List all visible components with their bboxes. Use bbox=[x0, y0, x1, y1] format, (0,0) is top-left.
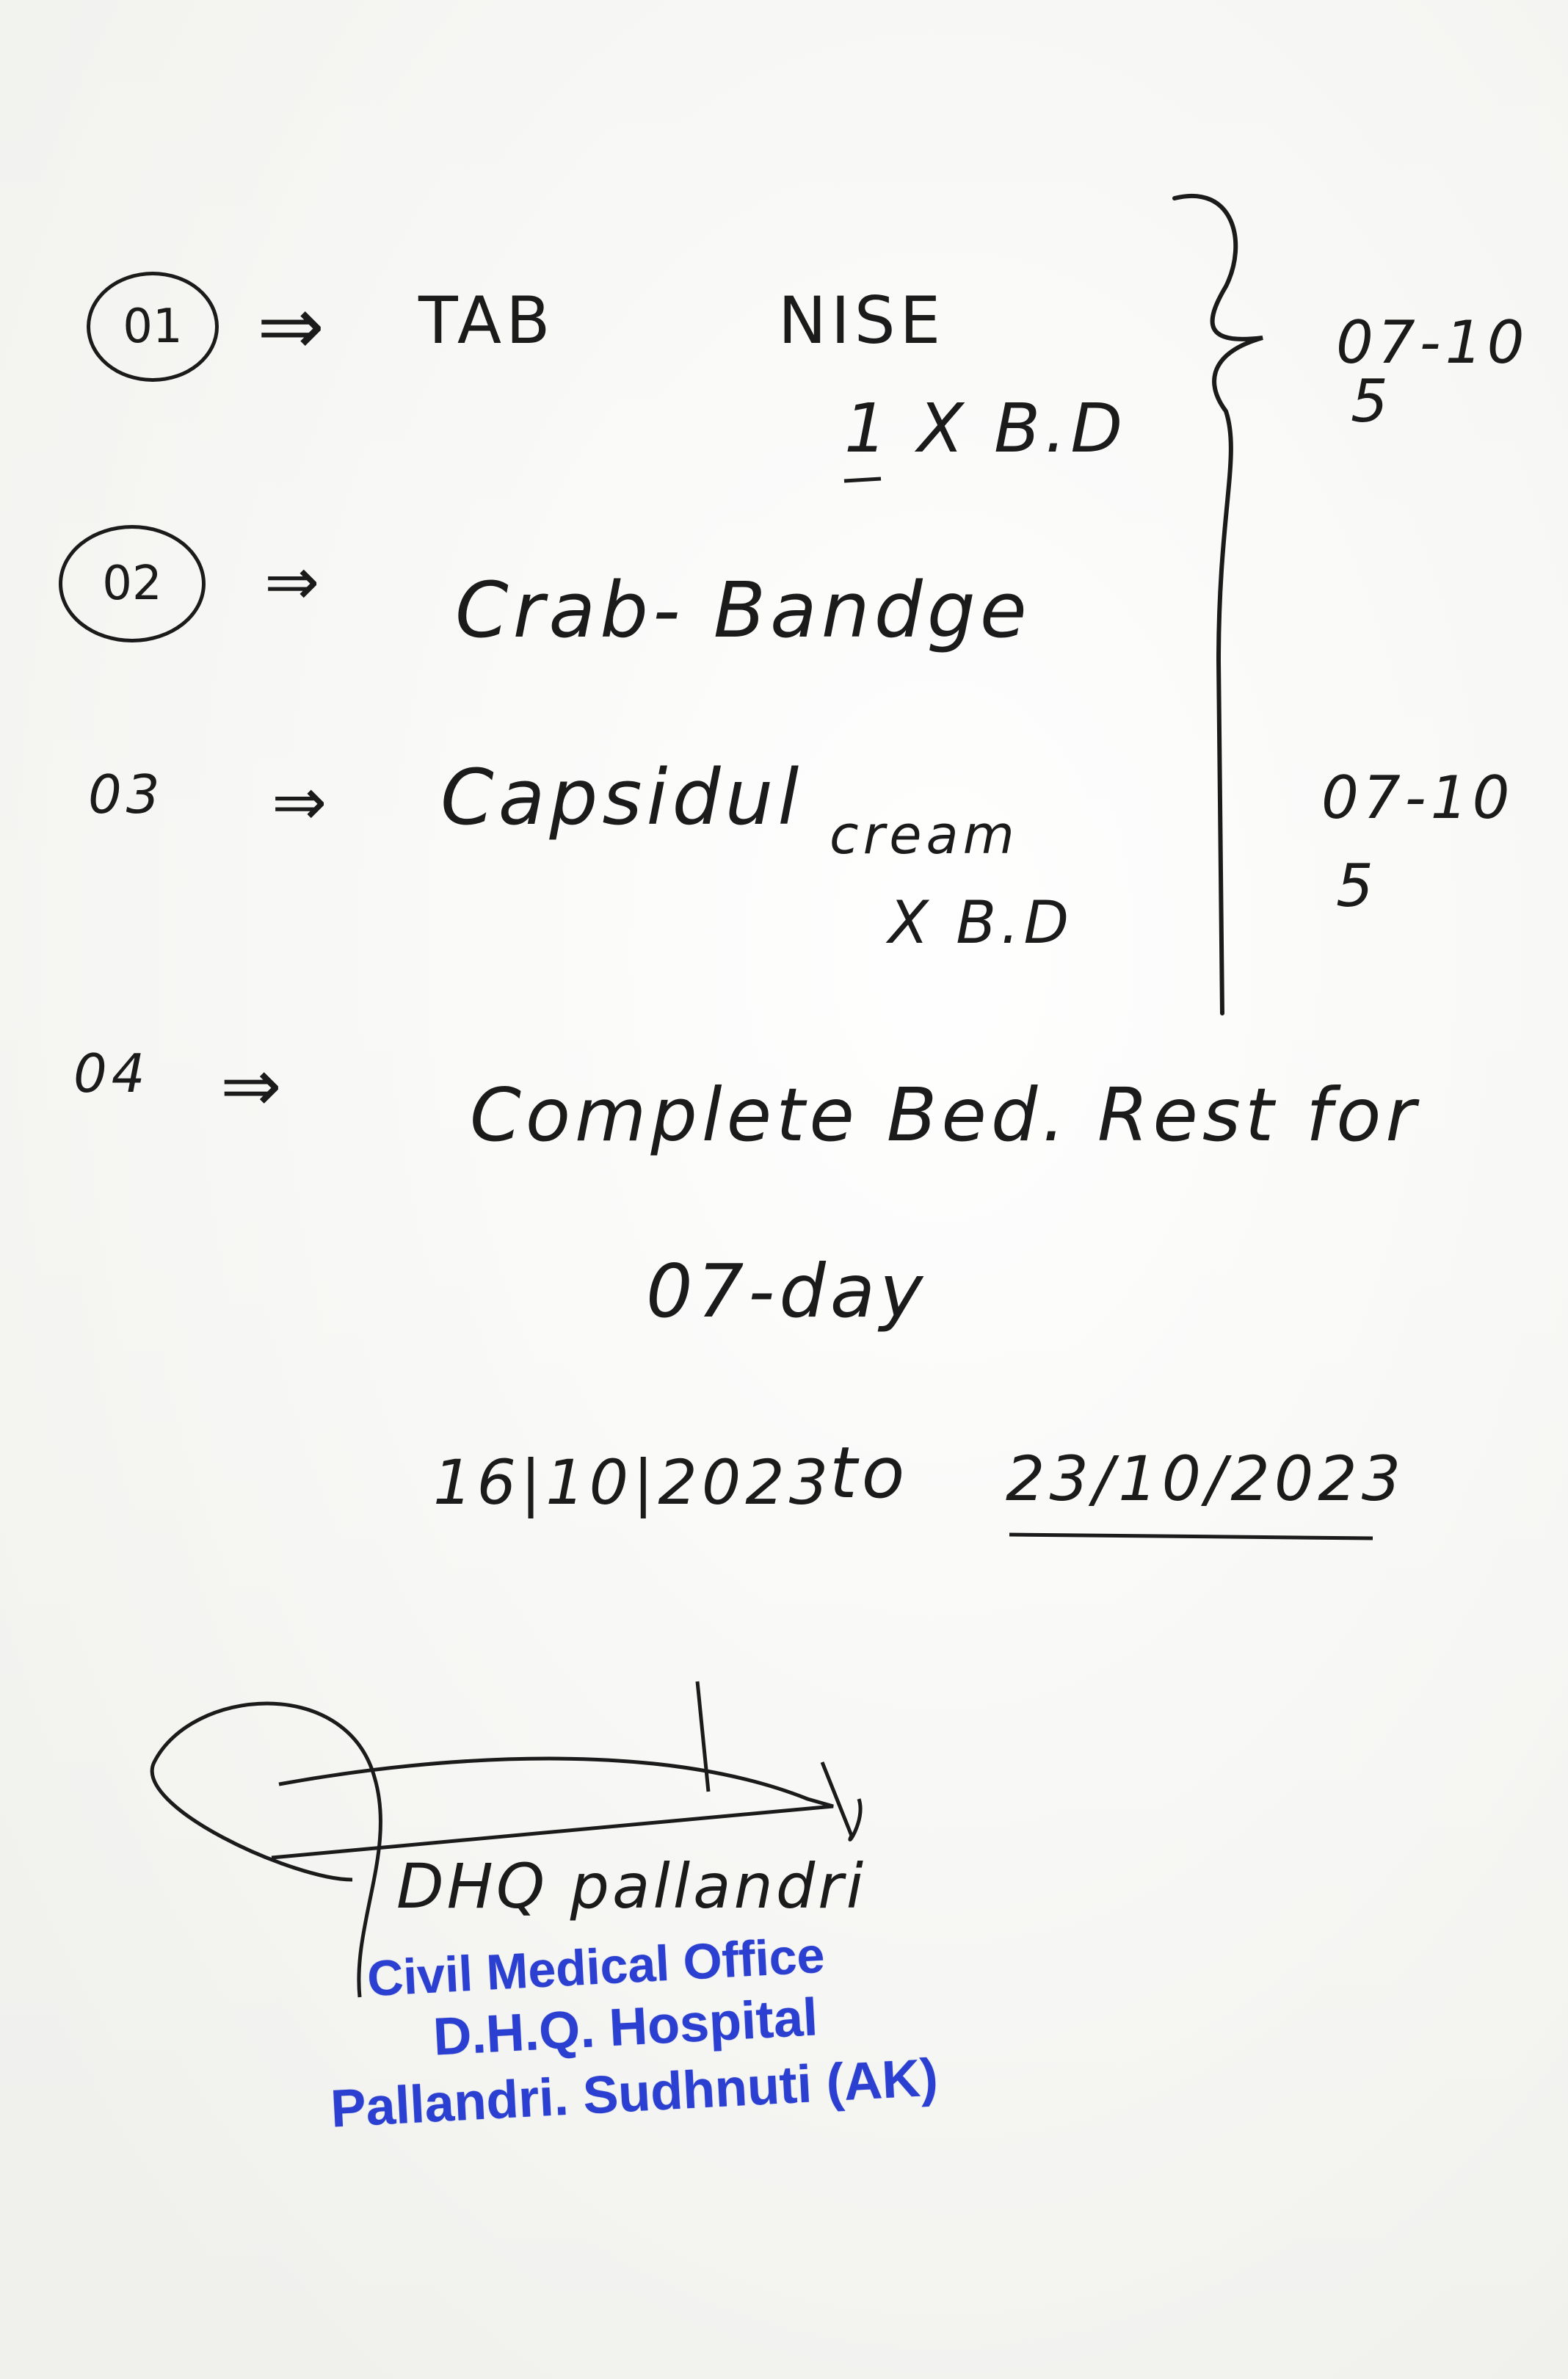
signature-stroke bbox=[697, 1681, 708, 1792]
item-1-form: TAB bbox=[418, 283, 555, 358]
date-underline bbox=[1009, 1535, 1373, 1538]
date-from: 16|10|2023 bbox=[433, 1446, 833, 1518]
item-1-dose: 1 X B.D bbox=[844, 389, 1128, 468]
stamp-line-3: Pallandri. Sudhnuti (AK) bbox=[329, 2048, 940, 2139]
item-4-instruction: Complete Bed. Rest for bbox=[470, 1072, 1420, 1158]
item-3-dose: X B.D bbox=[888, 888, 1074, 957]
item-1-duration-sub: 5 bbox=[1351, 367, 1393, 435]
arrow-icon: ⇒ bbox=[272, 764, 327, 841]
date-to: 23/10/2023 bbox=[1006, 1443, 1406, 1515]
curly-brace bbox=[1175, 196, 1263, 1013]
stamp-line-1: Civil Medical Office bbox=[366, 1927, 827, 2007]
item-3-duration: 07-10 bbox=[1321, 764, 1514, 832]
item-3-name: Capsidul bbox=[440, 753, 804, 842]
arrow-icon: ⇒ bbox=[220, 1043, 282, 1129]
item-1-drug: NISE bbox=[778, 283, 945, 358]
signature-text: DHQ pallandri bbox=[396, 1850, 867, 1922]
stamp-line-2: D.H.Q. Hospital bbox=[432, 1988, 819, 2067]
item-3-duration-sub: 5 bbox=[1336, 852, 1378, 920]
signature-stroke bbox=[272, 1759, 833, 1858]
item-number-03: 03 bbox=[88, 764, 164, 825]
signature-stroke bbox=[822, 1762, 860, 1839]
arrow-icon: ⇒ bbox=[264, 543, 320, 620]
item-3-form: cream bbox=[830, 804, 1019, 866]
arrow-icon: ⇒ bbox=[257, 279, 325, 373]
dose-underline bbox=[844, 479, 881, 481]
item-2-name: Crab- Bandge bbox=[455, 565, 1031, 655]
date-to-word: to bbox=[830, 1432, 910, 1514]
item-number-01: 01 bbox=[87, 272, 219, 382]
item-number-04: 04 bbox=[73, 1043, 150, 1104]
item-number-02: 02 bbox=[59, 525, 206, 642]
item-4-duration: 07-day bbox=[646, 1248, 928, 1334]
item-1-duration: 07-10 bbox=[1336, 308, 1529, 377]
